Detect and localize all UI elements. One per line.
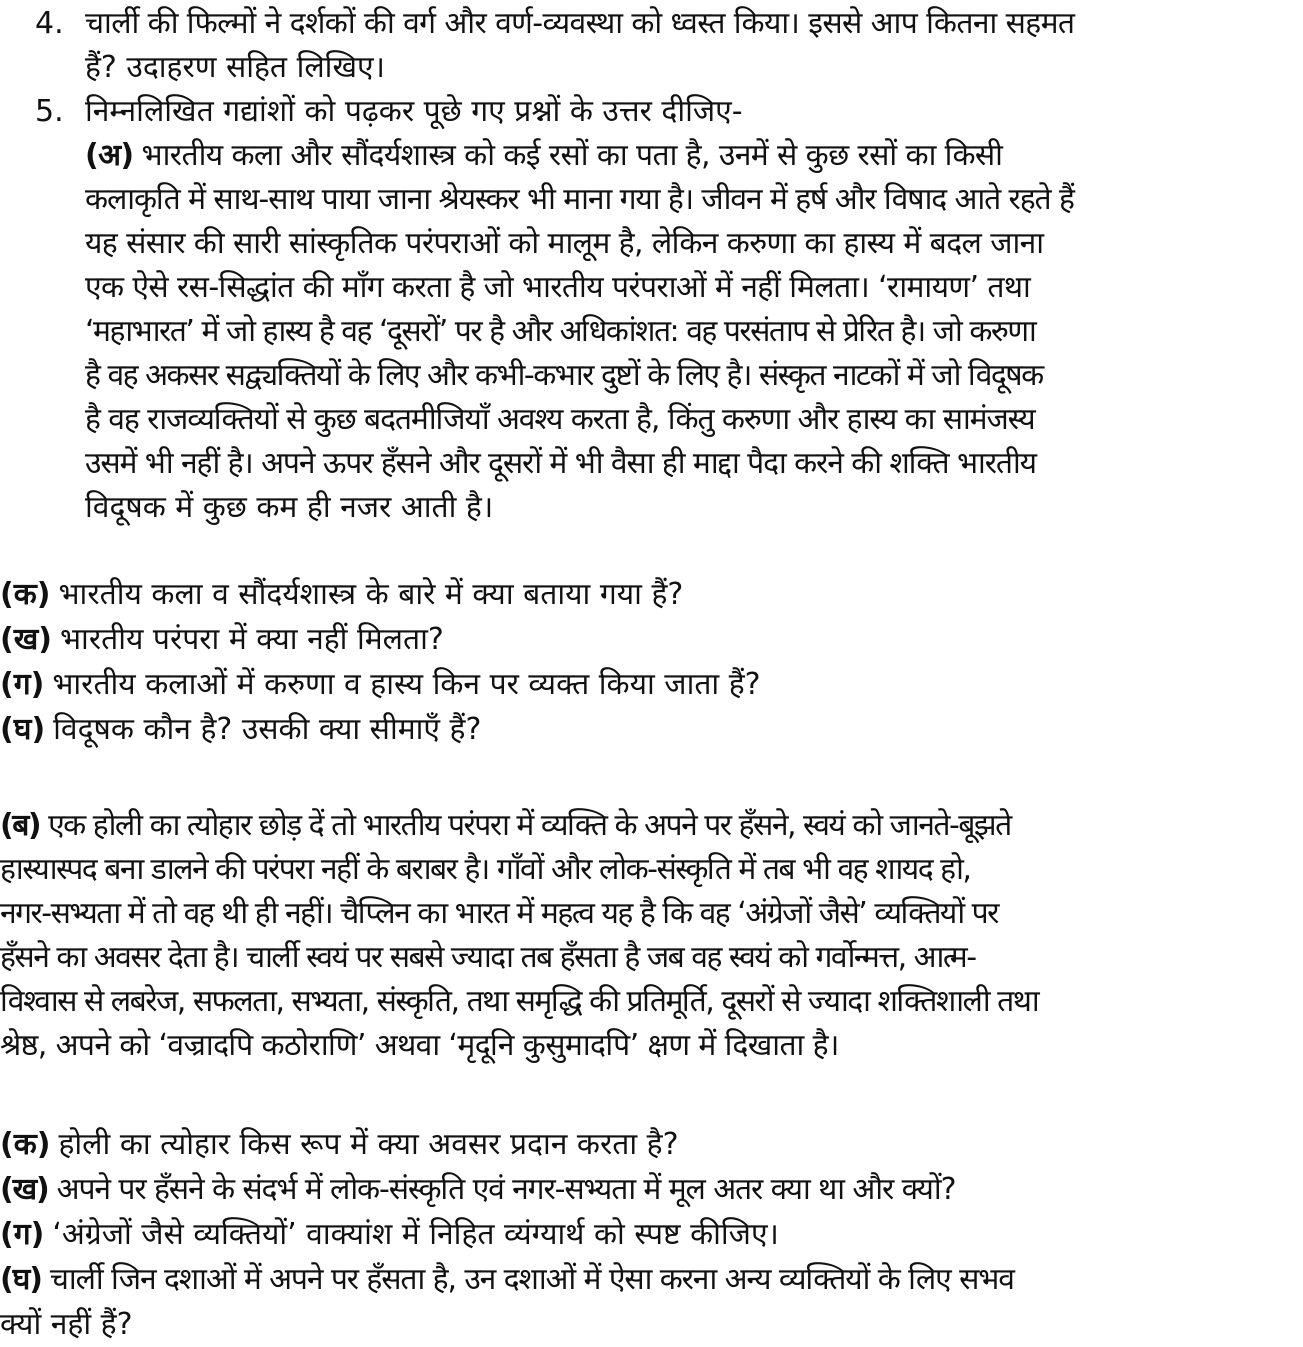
questions-a (0, 572, 761, 752)
sub-question-label: (क) (0, 1127, 51, 1162)
passage-line (85, 134, 1300, 178)
sub-question-label: (ख) (0, 1172, 49, 1207)
questions-b (0, 1122, 1014, 1347)
passage-line: हँसने का अवसर देता है। चार्ली स्वयं पर सबसे ज्यादा तब हँसता है जब वह स्वयं को गर्वोन्मत्त, आत्म- (0, 940, 976, 975)
sub-question-text: भारतीय कलाओं में करुणा व हास्य किन पर व्यक्त किया जाता हैं? (52, 667, 761, 702)
passage-text: भारतीय कला और सौंदर्यशास्त्र को कई रसों का पता है, उनमें से कुछ रसों का किसी (141, 138, 1003, 173)
sub-question-text: चार्ली जिन दशाओं में अपने पर हँसता है, उन दशाओं में ऐसा करना अन्य व्यक्तियों के लिए सभव (49, 1262, 1014, 1297)
text-line: हैं? उदाहरण सहित लिखिए। (85, 50, 385, 85)
sub-question (0, 707, 761, 752)
sub-question (0, 617, 761, 662)
passage-line: है वह अकसर सद्व्यक्तियों के लिए और कभी-कभार दुष्टों के लिए है। संस्कृत नाटकों में जो विदूषक (85, 358, 1043, 393)
sub-question-text: विदूषक कौन है? उसकी क्या सीमाएँ हैं? (53, 712, 482, 747)
sub-question-label: (घ) (0, 1262, 42, 1297)
passage-line: कलाकृति में साथ-साथ पाया जाना श्रेयस्कर भी माना गया है। जीवन में हर्ष और विषाद आते रहते हैं (85, 182, 1074, 217)
sub-question-text: ‘अंग्रेजों जैसे व्यक्तियों’ वाक्यांश में निहित व्यंग्यार्थ को स्पष्ट कीजिए। (52, 1217, 779, 1252)
sub-question (0, 1257, 1014, 1302)
sub-question-text: होली का त्योहार किस रूप में क्या अवसर प्रदान करता है? (58, 1127, 679, 1162)
text-line: निम्नलिखित गद्यांशों को पढ़कर पूछे गए प्रश्नों के उत्तर दीजिए- (85, 94, 743, 129)
passage-line: श्रेष्ठ, अपने को ‘वज्रादपि कठोराणि’ अथवा ‘मृदूनि कुसुमादपि’ क्षण में दिखाता है। (0, 1028, 839, 1063)
sub-question-text: भारतीय कला व सौंदर्यशास्त्र के बारे में क्या बताया गया हैं? (58, 577, 684, 612)
question-number: 4. (35, 6, 64, 41)
passage-line: हास्यास्पद बना डालने की परंपरा नहीं के बराबर है। गाँवों और लोक-संस्कृति में तब भी वह शायद हो, (0, 852, 971, 887)
passage-line: विदूषक में कुछ कम ही नजर आती है। (85, 490, 494, 525)
passage-label: (ब) (0, 808, 41, 843)
sub-question-label: (ग) (0, 667, 45, 702)
passage-line: नगर-सभ्यता में तो वह थी ही नहीं। चैप्लिन का भारत में महत्व यह है कि वह ‘अंग्रेजों जैसे’ व्यक्तियों पर (0, 896, 998, 931)
passage-label: (अ) (85, 138, 134, 173)
sub-question-text: भारतीय परंपरा में क्या नहीं मिलता? (59, 622, 444, 657)
passage-line: उसमें भी नहीं है। अपने ऊपर हँसने और दूसरों में भी वैसा ही माद्दा पैदा करने की शक्ति भारतीय (85, 446, 1036, 481)
sub-question-continuation: क्यों नहीं हैं? (0, 1307, 133, 1342)
question-number: 5. (35, 94, 64, 129)
text-line: चार्ली की फिल्मों ने दर्शकों की वर्ग और वर्ण-व्यवस्था को ध्वस्त किया। इससे आप कितना सहमत (85, 6, 1075, 41)
passage-text: एक होली का त्योहार छोड़ दें तो भारतीय परंपरा में व्यक्ति के अपने पर हँसने, स्वयं को जानते-बूझते (48, 808, 1011, 843)
passage-line: विश्वास से लबरेज, सफलता, सभ्यता, संस्कृति, तथा समृद्धि की प्रतिमूर्ति, दूसरों से ज्यादा शक्तिशाली तथा (0, 984, 1039, 1019)
question-text (85, 90, 1290, 134)
passage-line: एक ऐसे रस-सिद्धांत की माँग करता है जो भारतीय परंपराओं में नहीं मिलता। ‘रामायण’ तथा (85, 270, 1031, 305)
sub-question (0, 1167, 1014, 1212)
sub-question-text: अपने पर हँसने के संदर्भ में लोक-संस्कृति एवं नगर-सभ्यता में मूल अतर क्या था और क्यों? (56, 1172, 956, 1207)
passage-a (85, 134, 1300, 530)
passage-line: यह संसार की सारी सांस्कृतिक परंपराओं को मालूम है, लेकिन करुणा का हास्य में बदल जाना (85, 226, 1044, 261)
sub-question-label: (क) (0, 577, 51, 612)
sub-question (0, 572, 761, 617)
passage-b (0, 804, 1300, 1068)
sub-question (0, 1212, 1014, 1257)
sub-question-label: (घ) (0, 712, 46, 747)
sub-question-label: (ग) (0, 1217, 45, 1252)
passage-line (0, 804, 1300, 848)
sub-question (0, 1122, 1014, 1167)
sub-question-label: (ख) (0, 622, 52, 657)
passage-line: ‘महाभारत’ में जो हास्य है वह ‘दूसरों’ पर है और अधिकांशत: वह परसंताप से प्रेरित है। जो करुणा (85, 314, 1036, 349)
passage-line: है वह राजव्यक्तियों से कुछ बदतमीजियाँ अवश्य करता है, किंतु करुणा और हास्य का सामंजस्य (85, 402, 1035, 437)
question-text (85, 2, 1290, 90)
sub-question (0, 662, 761, 707)
